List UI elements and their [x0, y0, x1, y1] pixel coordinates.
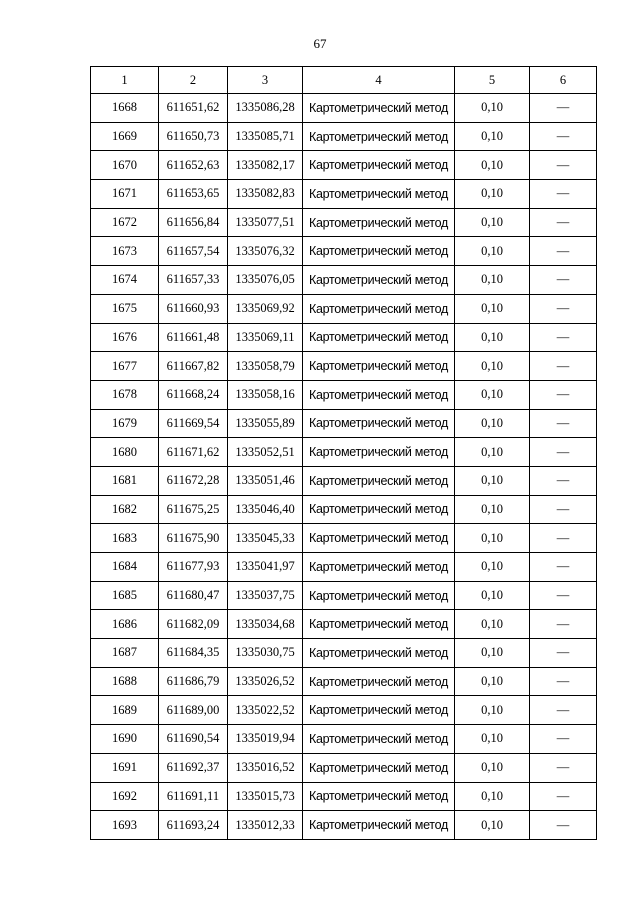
point-number-cell: 1687 — [91, 639, 159, 668]
method-cell: Картометрический метод — [303, 122, 455, 151]
x-coordinate-cell: 611680,47 — [159, 581, 228, 610]
table-row — [91, 581, 597, 610]
description-cell: — — [530, 94, 597, 123]
x-coordinate-cell: 611684,35 — [159, 639, 228, 668]
description-cell: — — [530, 438, 597, 467]
y-coordinate-cell: 1335045,33 — [228, 524, 303, 553]
accuracy-cell: 0,10 — [455, 610, 530, 639]
table-header-row — [91, 67, 597, 94]
table-row — [91, 380, 597, 409]
description-cell: — — [530, 725, 597, 754]
coordinates-table — [90, 66, 597, 840]
method-cell: Картометрический метод — [303, 524, 455, 553]
accuracy-cell: 0,10 — [455, 696, 530, 725]
method-cell: Картометрический метод — [303, 237, 455, 266]
accuracy-cell: 0,10 — [455, 667, 530, 696]
description-cell: — — [530, 753, 597, 782]
table-row — [91, 323, 597, 352]
accuracy-cell: 0,10 — [455, 180, 530, 209]
description-cell: — — [530, 294, 597, 323]
y-coordinate-cell: 1335082,17 — [228, 151, 303, 180]
point-number-cell: 1670 — [91, 151, 159, 180]
table-row — [91, 94, 597, 123]
accuracy-cell: 0,10 — [455, 122, 530, 151]
point-number-cell: 1671 — [91, 180, 159, 209]
x-coordinate-cell: 611668,24 — [159, 380, 228, 409]
table-row — [91, 753, 597, 782]
column-header: 3 — [228, 67, 303, 94]
point-number-cell: 1683 — [91, 524, 159, 553]
x-coordinate-cell: 611661,48 — [159, 323, 228, 352]
description-cell: — — [530, 610, 597, 639]
description-cell: — — [530, 380, 597, 409]
table-row — [91, 553, 597, 582]
y-coordinate-cell: 1335086,28 — [228, 94, 303, 123]
table-row — [91, 122, 597, 151]
x-coordinate-cell: 611692,37 — [159, 753, 228, 782]
table-row — [91, 524, 597, 553]
y-coordinate-cell: 1335069,11 — [228, 323, 303, 352]
accuracy-cell: 0,10 — [455, 581, 530, 610]
y-coordinate-cell: 1335076,05 — [228, 266, 303, 295]
x-coordinate-cell: 611686,79 — [159, 667, 228, 696]
point-number-cell: 1669 — [91, 122, 159, 151]
method-cell: Картометрический метод — [303, 294, 455, 323]
x-coordinate-cell: 611682,09 — [159, 610, 228, 639]
description-cell: — — [530, 180, 597, 209]
accuracy-cell: 0,10 — [455, 294, 530, 323]
y-coordinate-cell: 1335037,75 — [228, 581, 303, 610]
method-cell: Картометрический метод — [303, 553, 455, 582]
x-coordinate-cell: 611650,73 — [159, 122, 228, 151]
table-row — [91, 610, 597, 639]
y-coordinate-cell: 1335069,92 — [228, 294, 303, 323]
point-number-cell: 1681 — [91, 466, 159, 495]
table-row — [91, 208, 597, 237]
point-number-cell: 1677 — [91, 352, 159, 381]
x-coordinate-cell: 611656,84 — [159, 208, 228, 237]
table-row — [91, 639, 597, 668]
description-cell: — — [530, 667, 597, 696]
y-coordinate-cell: 1335051,46 — [228, 466, 303, 495]
point-number-cell: 1673 — [91, 237, 159, 266]
x-coordinate-cell: 611660,93 — [159, 294, 228, 323]
y-coordinate-cell: 1335016,52 — [228, 753, 303, 782]
x-coordinate-cell: 611689,00 — [159, 696, 228, 725]
accuracy-cell: 0,10 — [455, 553, 530, 582]
table-row — [91, 180, 597, 209]
method-cell: Картометрический метод — [303, 323, 455, 352]
y-coordinate-cell: 1335058,16 — [228, 380, 303, 409]
x-coordinate-cell: 611675,25 — [159, 495, 228, 524]
accuracy-cell: 0,10 — [455, 466, 530, 495]
point-number-cell: 1675 — [91, 294, 159, 323]
x-coordinate-cell: 611652,63 — [159, 151, 228, 180]
accuracy-cell: 0,10 — [455, 208, 530, 237]
point-number-cell: 1685 — [91, 581, 159, 610]
x-coordinate-cell: 611675,90 — [159, 524, 228, 553]
description-cell: — — [530, 782, 597, 811]
method-cell: Картометрический метод — [303, 696, 455, 725]
method-cell: Картометрический метод — [303, 610, 455, 639]
table-row — [91, 409, 597, 438]
y-coordinate-cell: 1335015,73 — [228, 782, 303, 811]
accuracy-cell: 0,10 — [455, 811, 530, 840]
method-cell: Картометрический метод — [303, 811, 455, 840]
accuracy-cell: 0,10 — [455, 266, 530, 295]
method-cell: Картометрический метод — [303, 266, 455, 295]
y-coordinate-cell: 1335058,79 — [228, 352, 303, 381]
page-number: 67 — [313, 36, 327, 51]
description-cell: — — [530, 323, 597, 352]
point-number-cell: 1686 — [91, 610, 159, 639]
x-coordinate-cell: 611651,62 — [159, 94, 228, 123]
accuracy-cell: 0,10 — [455, 409, 530, 438]
point-number-cell: 1688 — [91, 667, 159, 696]
accuracy-cell: 0,10 — [455, 438, 530, 467]
table-row — [91, 782, 597, 811]
method-cell: Картометрический метод — [303, 581, 455, 610]
method-cell: Картометрический метод — [303, 151, 455, 180]
description-cell: — — [530, 811, 597, 840]
table-row — [91, 438, 597, 467]
accuracy-cell: 0,10 — [455, 753, 530, 782]
column-header: 4 — [303, 67, 455, 94]
y-coordinate-cell: 1335077,51 — [228, 208, 303, 237]
accuracy-cell: 0,10 — [455, 782, 530, 811]
table-row — [91, 266, 597, 295]
x-coordinate-cell: 611667,82 — [159, 352, 228, 381]
point-number-cell: 1690 — [91, 725, 159, 754]
method-cell: Картометрический метод — [303, 725, 455, 754]
x-coordinate-cell: 611693,24 — [159, 811, 228, 840]
accuracy-cell: 0,10 — [455, 380, 530, 409]
column-header: 2 — [159, 67, 228, 94]
table-row — [91, 151, 597, 180]
y-coordinate-cell: 1335085,71 — [228, 122, 303, 151]
method-cell: Картометрический метод — [303, 753, 455, 782]
y-coordinate-cell: 1335022,52 — [228, 696, 303, 725]
accuracy-cell: 0,10 — [455, 495, 530, 524]
x-coordinate-cell: 611677,93 — [159, 553, 228, 582]
x-coordinate-cell: 611691,11 — [159, 782, 228, 811]
description-cell: — — [530, 122, 597, 151]
x-coordinate-cell: 611669,54 — [159, 409, 228, 438]
column-header: 6 — [530, 67, 597, 94]
table-row — [91, 294, 597, 323]
method-cell: Картометрический метод — [303, 352, 455, 381]
y-coordinate-cell: 1335082,83 — [228, 180, 303, 209]
point-number-cell: 1691 — [91, 753, 159, 782]
x-coordinate-cell: 611690,54 — [159, 725, 228, 754]
y-coordinate-cell: 1335034,68 — [228, 610, 303, 639]
table-row — [91, 667, 597, 696]
table-row — [91, 696, 597, 725]
description-cell: — — [530, 553, 597, 582]
description-cell: — — [530, 352, 597, 381]
point-number-cell: 1680 — [91, 438, 159, 467]
description-cell: — — [530, 266, 597, 295]
table-row — [91, 466, 597, 495]
column-header: 1 — [91, 67, 159, 94]
point-number-cell: 1682 — [91, 495, 159, 524]
y-coordinate-cell: 1335076,32 — [228, 237, 303, 266]
description-cell: — — [530, 696, 597, 725]
point-number-cell: 1678 — [91, 380, 159, 409]
column-header: 5 — [455, 67, 530, 94]
y-coordinate-cell: 1335012,33 — [228, 811, 303, 840]
y-coordinate-cell: 1335055,89 — [228, 409, 303, 438]
point-number-cell: 1672 — [91, 208, 159, 237]
point-number-cell: 1693 — [91, 811, 159, 840]
x-coordinate-cell: 611657,33 — [159, 266, 228, 295]
description-cell: — — [530, 466, 597, 495]
method-cell: Картометрический метод — [303, 438, 455, 467]
method-cell: Картометрический метод — [303, 667, 455, 696]
description-cell: — — [530, 151, 597, 180]
y-coordinate-cell: 1335030,75 — [228, 639, 303, 668]
method-cell: Картометрический метод — [303, 180, 455, 209]
method-cell: Картометрический метод — [303, 208, 455, 237]
accuracy-cell: 0,10 — [455, 237, 530, 266]
table-row — [91, 352, 597, 381]
x-coordinate-cell: 611653,65 — [159, 180, 228, 209]
method-cell: Картометрический метод — [303, 495, 455, 524]
point-number-cell: 1692 — [91, 782, 159, 811]
y-coordinate-cell: 1335041,97 — [228, 553, 303, 582]
x-coordinate-cell: 611672,28 — [159, 466, 228, 495]
y-coordinate-cell: 1335046,40 — [228, 495, 303, 524]
method-cell: Картометрический метод — [303, 782, 455, 811]
y-coordinate-cell: 1335019,94 — [228, 725, 303, 754]
x-coordinate-cell: 611671,62 — [159, 438, 228, 467]
description-cell: — — [530, 495, 597, 524]
table-body — [91, 94, 597, 840]
description-cell: — — [530, 409, 597, 438]
point-number-cell: 1676 — [91, 323, 159, 352]
accuracy-cell: 0,10 — [455, 352, 530, 381]
table-row — [91, 495, 597, 524]
x-coordinate-cell: 611657,54 — [159, 237, 228, 266]
table-row — [91, 237, 597, 266]
method-cell: Картометрический метод — [303, 639, 455, 668]
description-cell: — — [530, 237, 597, 266]
table-row — [91, 725, 597, 754]
accuracy-cell: 0,10 — [455, 151, 530, 180]
description-cell: — — [530, 581, 597, 610]
method-cell: Картометрический метод — [303, 380, 455, 409]
point-number-cell: 1679 — [91, 409, 159, 438]
point-number-cell: 1668 — [91, 94, 159, 123]
point-number-cell: 1684 — [91, 553, 159, 582]
accuracy-cell: 0,10 — [455, 725, 530, 754]
description-cell: — — [530, 639, 597, 668]
point-number-cell: 1689 — [91, 696, 159, 725]
accuracy-cell: 0,10 — [455, 639, 530, 668]
description-cell: — — [530, 208, 597, 237]
method-cell: Картометрический метод — [303, 466, 455, 495]
point-number-cell: 1674 — [91, 266, 159, 295]
accuracy-cell: 0,10 — [455, 323, 530, 352]
y-coordinate-cell: 1335026,52 — [228, 667, 303, 696]
description-cell: — — [530, 524, 597, 553]
y-coordinate-cell: 1335052,51 — [228, 438, 303, 467]
method-cell: Картометрический метод — [303, 409, 455, 438]
accuracy-cell: 0,10 — [455, 524, 530, 553]
method-cell: Картометрический метод — [303, 94, 455, 123]
accuracy-cell: 0,10 — [455, 94, 530, 123]
table-row — [91, 811, 597, 840]
